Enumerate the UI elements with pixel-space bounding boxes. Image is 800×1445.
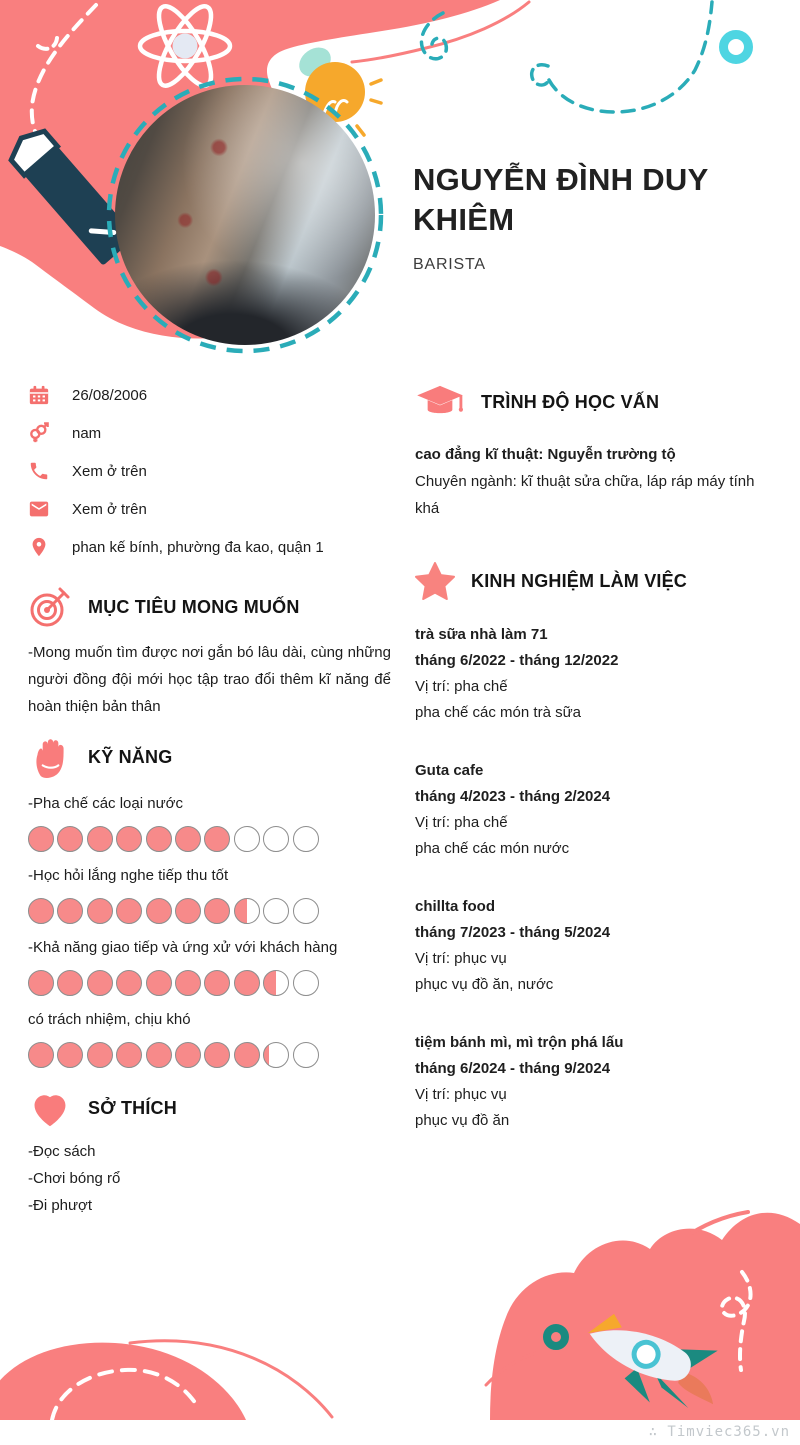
job-period: tháng 4/2023 - tháng 2/2024 — [415, 788, 611, 805]
job-entry — [415, 894, 787, 998]
left-column — [28, 383, 391, 1219]
skill-dots-row — [28, 1042, 391, 1068]
skill-dot — [146, 970, 172, 996]
skill-dot — [28, 970, 54, 996]
coral-blob-bottom-right — [490, 1213, 800, 1420]
job-position: Vị trí: phục vụ — [415, 1086, 507, 1103]
skill-label: có trách nhiệm, chịu khó — [28, 1011, 191, 1028]
profile-photo — [115, 85, 375, 345]
skill-dot — [87, 898, 113, 924]
experience-section-header — [415, 562, 787, 600]
skill-item — [28, 865, 391, 924]
skill-label: -Khả năng giao tiếp và ứng xử với khách hàng — [28, 939, 338, 956]
job-name: chillta food — [415, 898, 495, 915]
education-title: TRÌNH ĐỘ HỌC VẤN — [481, 391, 660, 412]
coral-dome-bottom-left — [0, 1343, 246, 1420]
skill-dot — [175, 970, 201, 996]
phone-icon — [28, 460, 50, 482]
candidate-name: NGUYỄN ĐÌNH DUY KHIÊM — [413, 162, 709, 237]
skill-dot — [293, 1042, 319, 1068]
education-details — [415, 441, 787, 522]
skill-dot — [234, 1042, 260, 1068]
hobby-item: -Đọc sách — [28, 1143, 96, 1160]
hobbies-title: SỞ THÍCH — [88, 1097, 177, 1118]
right-column — [415, 383, 787, 1166]
hobby-item: -Chơi bóng rổ — [28, 1170, 121, 1187]
hobbies-list — [28, 1138, 391, 1219]
job-name: trà sữa nhà làm 71 — [415, 626, 548, 643]
info-row-email — [28, 497, 391, 521]
skill-dot — [116, 826, 142, 852]
objective-section-header — [28, 585, 391, 629]
skill-dots-row — [28, 826, 391, 852]
skill-dot — [57, 898, 83, 924]
candidate-job-title: BARISTA — [413, 256, 486, 273]
skill-dot — [293, 826, 319, 852]
skill-dot — [146, 898, 172, 924]
hobby-item: -Đi phượt — [28, 1197, 93, 1214]
job-entry — [415, 758, 787, 862]
email-value: Xem ở trên — [72, 500, 147, 518]
skill-dot — [28, 898, 54, 924]
skill-dot — [204, 970, 230, 996]
skill-dot — [87, 1042, 113, 1068]
footer-decoration — [0, 1185, 800, 1420]
skill-dot — [116, 898, 142, 924]
info-row-address — [28, 535, 391, 559]
objective-title: MỤC TIÊU MONG MUỐN — [88, 596, 300, 617]
birthday-value: 26/08/2006 — [72, 386, 148, 404]
skill-dot — [87, 826, 113, 852]
graduation-cap-icon — [415, 383, 465, 421]
footer-brand: ∴ Timviec365.vn — [0, 1420, 800, 1445]
skill-item — [28, 1009, 391, 1068]
job-position: Vị trí: pha chế — [415, 814, 508, 831]
skill-dot — [263, 970, 289, 996]
job-name: Guta cafe — [415, 762, 484, 779]
job-description: phục vụ đồ ăn — [415, 1112, 510, 1129]
teal-wave — [549, 2, 712, 112]
calendar-icon — [28, 384, 50, 406]
education-major: Chuyên ngành: kĩ thuật sửa chữa, láp ráp máy tính — [415, 473, 755, 490]
skill-dot — [175, 1042, 201, 1068]
gender-icon — [28, 422, 50, 444]
objective-text: -Mong muốn tìm được nơi gắn bó lâu dài, cùng những người đồng đội mới học tập trao đổi thêm kĩ năng để hoàn thiện bản thân — [28, 644, 391, 715]
skill-dot — [234, 826, 260, 852]
address-value: phan kế bính, phường đa kao, quận 1 — [72, 538, 324, 556]
job-description: pha chế các món nước — [415, 840, 570, 857]
skill-dot — [28, 1042, 54, 1068]
hand-icon — [28, 734, 72, 780]
skill-dot — [57, 970, 83, 996]
skill-item — [28, 793, 391, 852]
skills-section-header — [28, 734, 391, 780]
skill-dot — [204, 1042, 230, 1068]
education-grade: khá — [415, 500, 440, 517]
skill-label: -Học hỏi lắng nghe tiếp thu tốt — [28, 867, 229, 884]
skills-title: KỸ NĂNG — [88, 746, 173, 767]
experience-title: KINH NGHIỆM LÀM VIỆC — [471, 570, 688, 591]
email-icon — [28, 498, 50, 520]
target-icon — [28, 585, 72, 629]
job-position: Vị trí: pha chế — [415, 678, 508, 695]
hobbies-section-header — [28, 1088, 391, 1128]
skill-dot — [234, 898, 260, 924]
job-description: pha chế các món trà sữa — [415, 704, 581, 721]
skill-dots-row — [28, 970, 391, 996]
skill-label: -Pha chế các loại nước — [28, 795, 183, 812]
skill-dot — [146, 1042, 172, 1068]
skill-dot — [116, 1042, 142, 1068]
skill-dot — [263, 826, 289, 852]
skill-dot — [57, 1042, 83, 1068]
info-row-phone — [28, 459, 391, 483]
skill-dot — [204, 826, 230, 852]
heart-icon — [28, 1088, 72, 1128]
phone-value: Xem ở trên — [72, 462, 147, 480]
gender-value: nam — [72, 424, 102, 442]
skill-dot — [116, 970, 142, 996]
job-entry — [415, 1030, 787, 1134]
skill-item — [28, 937, 391, 996]
job-description: phục vụ đồ ăn, nước — [415, 976, 554, 993]
location-icon — [28, 536, 50, 558]
cyan-ring-icon — [724, 35, 749, 60]
skill-dot — [175, 826, 201, 852]
job-period: tháng 6/2024 - tháng 9/2024 — [415, 1060, 611, 1077]
skill-dot — [293, 970, 319, 996]
education-school: cao đẳng kĩ thuật: Nguyễn trường tộ — [415, 446, 676, 463]
skill-dot — [87, 970, 113, 996]
info-row-gender — [28, 421, 391, 445]
skill-dot — [263, 898, 289, 924]
skill-dot — [175, 898, 201, 924]
job-name: tiệm bánh mì, mì trộn phá lấu — [415, 1034, 624, 1051]
skill-dot — [146, 826, 172, 852]
education-section-header — [415, 383, 787, 421]
job-entry — [415, 622, 787, 726]
skill-dot — [263, 1042, 289, 1068]
skill-dots-row — [28, 898, 391, 924]
job-period: tháng 6/2022 - tháng 12/2022 — [415, 652, 619, 669]
job-period: tháng 7/2023 - tháng 5/2024 — [415, 924, 611, 941]
teal-curl-small — [532, 65, 549, 85]
skill-dot — [204, 898, 230, 924]
skill-dot — [293, 898, 319, 924]
job-position: Vị trí: phục vụ — [415, 950, 507, 967]
info-row-birthday — [28, 383, 391, 407]
skill-dot — [234, 970, 260, 996]
skill-dot — [28, 826, 54, 852]
star-icon — [415, 562, 455, 600]
skill-dot — [57, 826, 83, 852]
experience-jobs — [415, 622, 787, 1134]
